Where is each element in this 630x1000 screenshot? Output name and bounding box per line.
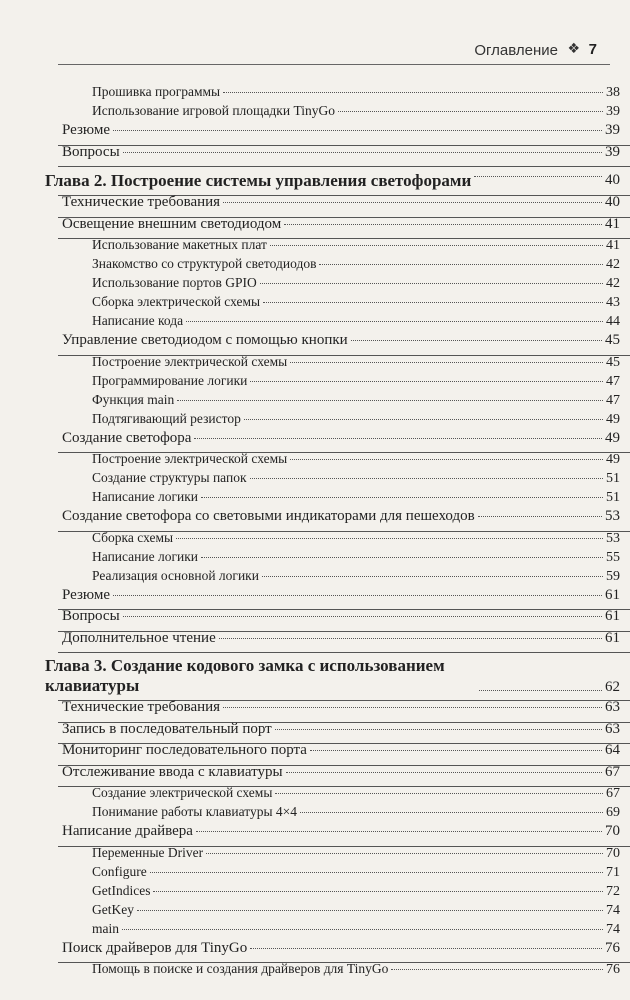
toc-page-number: 61 — [605, 608, 620, 624]
toc-subsection[interactable] — [0, 902, 630, 921]
dot-leader — [262, 576, 603, 577]
toc-subsection[interactable] — [0, 883, 630, 902]
toc-subsection[interactable] — [0, 411, 630, 430]
toc-page-number: 67 — [605, 763, 620, 780]
toc-subsection[interactable] — [0, 294, 630, 313]
toc-section[interactable] — [0, 587, 630, 609]
toc-chapter[interactable] — [0, 651, 630, 699]
toc-page-number: 47 — [606, 392, 620, 408]
toc-entry-title: Технические требования — [62, 194, 221, 210]
toc-entry-title: Построение электрической схемы — [92, 451, 288, 466]
toc-subsection[interactable] — [0, 392, 630, 411]
dot-leader — [478, 516, 602, 517]
dot-leader — [250, 948, 602, 949]
toc-entry-title: Создание электрической схемы — [92, 785, 273, 800]
toc-entry-title: Управление светодиодом с помощью кнопки — [62, 332, 348, 348]
toc-section[interactable] — [0, 764, 630, 786]
dot-leader — [206, 853, 603, 854]
toc-page-number: 55 — [606, 549, 620, 565]
dot-leader — [479, 690, 602, 691]
toc-entry-title: Технические требования — [62, 699, 221, 715]
toc-page-number: 53 — [606, 530, 620, 546]
dot-leader — [153, 891, 603, 892]
dot-leader — [263, 302, 603, 303]
dot-leader — [310, 750, 602, 751]
toc-subsection[interactable] — [0, 256, 630, 275]
toc-section[interactable] — [0, 332, 630, 354]
toc-entry-title: Функция main — [92, 391, 175, 407]
toc-entry-title: Реализация основной логики — [92, 567, 259, 583]
dot-leader — [290, 362, 603, 363]
toc-entry-title: Отслеживание ввода с клавиатуры — [62, 763, 283, 780]
toc-entry-title: Использование макетных плат — [92, 237, 267, 252]
dot-leader — [250, 381, 603, 382]
toc-entry-title: Использование портов GPIO — [92, 275, 257, 290]
toc-entry-title: Резюме — [62, 122, 111, 138]
toc-subsection[interactable] — [0, 237, 630, 256]
dot-leader — [201, 557, 603, 558]
toc-page-number: 40 — [605, 172, 620, 188]
toc-page-number: 39 — [605, 143, 620, 160]
toc-subsection[interactable] — [0, 354, 630, 373]
header-section-title: Оглавление — [474, 42, 558, 59]
dot-leader — [338, 111, 603, 112]
toc-page-number: 61 — [605, 586, 620, 603]
toc-page-number: 71 — [606, 864, 620, 880]
toc-entry-title: Написание драйвера — [62, 823, 193, 839]
toc-entry-title: Написание логики — [92, 489, 199, 504]
toc-section[interactable] — [0, 430, 630, 452]
toc-entry-title: Знакомство со структурой светодиодов — [92, 256, 317, 271]
toc-page-number: 43 — [606, 295, 620, 310]
toc-page-number: 42 — [606, 257, 620, 272]
toc-entry-title: Вопросы — [62, 143, 120, 160]
toc-page-number: 45 — [606, 354, 620, 370]
toc-entry-title: Подтягивающий резистор — [92, 410, 241, 426]
dot-leader — [250, 478, 603, 479]
dot-leader — [113, 130, 602, 131]
toc-subsection[interactable] — [0, 549, 630, 568]
toc-subsection[interactable] — [0, 451, 630, 470]
toc-subsection[interactable] — [0, 921, 630, 940]
diamond-ornament-icon: ❖ — [567, 41, 580, 57]
toc-page-number: 38 — [606, 85, 620, 100]
dot-leader — [300, 812, 603, 813]
dot-leader — [123, 616, 602, 617]
toc-subsection[interactable] — [0, 313, 630, 332]
toc-page-number: 72 — [606, 883, 620, 899]
table-of-contents — [0, 84, 630, 980]
toc-section[interactable] — [0, 630, 630, 652]
toc-page-number: 44 — [606, 314, 620, 329]
toc-page-number: 45 — [605, 332, 620, 348]
toc-page-number: 51 — [606, 490, 620, 505]
dot-leader — [219, 638, 602, 639]
toc-page-number: 40 — [605, 194, 620, 210]
toc-entry-title: Программирование логики — [92, 372, 248, 388]
toc-section[interactable] — [0, 699, 630, 721]
toc-entry-title: Глава 2. Построение системы управления светофорами — [45, 170, 472, 190]
dot-leader — [275, 793, 603, 794]
toc-subsection[interactable] — [0, 84, 630, 103]
toc-page-number: 63 — [605, 699, 620, 715]
dot-leader — [176, 538, 603, 539]
dot-leader — [122, 929, 603, 930]
dot-leader — [290, 459, 603, 460]
toc-entry-title: Помощь в поиске и создания драйверов для TinyGo — [92, 961, 389, 976]
toc-entry-title: Использование игровой площадки TinyGo — [92, 103, 335, 118]
toc-section[interactable] — [0, 144, 630, 166]
dot-leader — [260, 283, 603, 284]
toc-subsection[interactable] — [0, 568, 630, 587]
toc-entry-title: Построение электрической схемы — [92, 353, 288, 369]
toc-entry-title: Вопросы — [62, 608, 120, 624]
toc-entry-title: Сборка схемы — [92, 529, 174, 545]
dot-leader — [150, 872, 603, 873]
toc-page-number: 53 — [605, 508, 620, 524]
dot-leader — [474, 176, 602, 177]
toc-page-number: 42 — [606, 276, 620, 291]
dot-leader — [177, 400, 603, 401]
dot-leader — [137, 910, 603, 911]
toc-entry-title: Переменные Driver — [92, 844, 204, 860]
toc-section[interactable] — [0, 721, 630, 743]
toc-entry-title: Резюме — [62, 586, 111, 603]
toc-subsection[interactable] — [0, 530, 630, 549]
toc-page-number: 67 — [606, 786, 620, 801]
dot-leader — [201, 497, 603, 498]
toc-section[interactable] — [0, 742, 630, 764]
toc-page-number: 70 — [605, 823, 620, 839]
toc-entry-title: Прошивка программы — [92, 84, 221, 99]
toc-entry-title: GetIndices — [92, 882, 151, 898]
toc-section[interactable] — [0, 608, 630, 630]
toc-page-number: 49 — [605, 429, 620, 446]
page-number: 7 — [588, 41, 597, 58]
toc-entry-title: Запись в последовательный порт — [62, 720, 272, 737]
toc-page-number: 76 — [605, 939, 620, 956]
toc-subsection[interactable] — [0, 373, 630, 392]
toc-entry-title: Configure — [92, 863, 147, 879]
toc-page-number: 59 — [606, 568, 620, 584]
toc-section[interactable] — [0, 823, 630, 845]
dot-leader — [223, 202, 602, 203]
toc-page-number: 41 — [605, 215, 620, 232]
toc-page-number: 47 — [606, 373, 620, 389]
toc-subsection[interactable] — [0, 275, 630, 294]
dot-leader — [196, 831, 602, 832]
toc-page-number: 69 — [606, 805, 620, 820]
toc-entry-title: Создание светофора — [62, 429, 192, 446]
toc-section[interactable] — [0, 216, 630, 238]
toc-entry-title: Мониторинг последовательного порта — [62, 742, 307, 758]
toc-entry-title: Написание логики — [92, 548, 199, 564]
toc-entry-title: Дополнительное чтение — [62, 629, 216, 646]
dot-leader — [270, 245, 603, 246]
toc-section[interactable] — [0, 508, 630, 530]
toc-page-number: 64 — [605, 742, 620, 758]
dot-leader — [194, 438, 602, 439]
dot-leader — [223, 707, 602, 708]
dot-leader — [186, 321, 603, 322]
toc-entry-title: Написание кода — [92, 313, 184, 328]
dot-leader — [391, 969, 603, 970]
toc-subsection[interactable] — [0, 804, 630, 823]
toc-page-number: 76 — [606, 962, 620, 977]
running-header — [0, 38, 610, 64]
toc-subsection[interactable] — [0, 864, 630, 883]
dot-leader — [275, 729, 602, 730]
dot-leader — [286, 772, 602, 773]
toc-entry-title: Глава 3. Создание кодового замка с использованием клавиатуры — [45, 656, 445, 695]
toc-page-number: 62 — [605, 679, 620, 695]
toc-page-number: 74 — [606, 902, 620, 918]
toc-page-number: 39 — [606, 104, 620, 119]
toc-entry-title: Понимание работы клавиатуры 4×4 — [92, 804, 298, 819]
dot-leader — [351, 340, 602, 341]
toc-entry-title: Освещение внешним светодиодом — [62, 215, 282, 232]
toc-entry-title: GetKey — [92, 901, 134, 917]
toc-section[interactable] — [0, 122, 630, 144]
toc-page-number: 61 — [605, 629, 620, 646]
toc-subsection[interactable] — [0, 470, 630, 489]
toc-entry-title: Поиск драйверов для TinyGo — [62, 939, 248, 956]
toc-page-number: 49 — [606, 411, 620, 427]
dot-leader — [244, 419, 603, 420]
dot-leader — [113, 595, 602, 596]
toc-page-number: 39 — [605, 122, 620, 138]
dot-leader — [223, 92, 603, 93]
header-rule — [58, 64, 610, 65]
toc-section[interactable] — [0, 194, 630, 216]
toc-subsection[interactable] — [0, 103, 630, 122]
toc-page-number: 70 — [606, 845, 620, 861]
toc-chapter[interactable] — [0, 165, 630, 194]
dot-leader — [319, 264, 603, 265]
toc-page-number: 63 — [605, 720, 620, 737]
toc-entry-title: main — [92, 920, 119, 936]
toc-entry-title: Создание структуры папок — [92, 470, 247, 485]
toc-subsection[interactable] — [0, 845, 630, 864]
dot-leader — [284, 224, 602, 225]
toc-page-number: 51 — [606, 471, 620, 486]
toc-page-number: 74 — [606, 921, 620, 937]
toc-subsection[interactable] — [0, 961, 630, 980]
toc-entry-title: Сборка электрической схемы — [92, 294, 261, 309]
dot-leader — [123, 152, 602, 153]
toc-entry-title: Создание светофора со световыми индикаторами для пешеходов — [62, 508, 475, 524]
toc-subsection[interactable] — [0, 489, 630, 508]
toc-page-number: 49 — [606, 452, 620, 467]
toc-section[interactable] — [0, 940, 630, 962]
toc-page-number: 41 — [606, 238, 620, 253]
toc-subsection[interactable] — [0, 785, 630, 804]
